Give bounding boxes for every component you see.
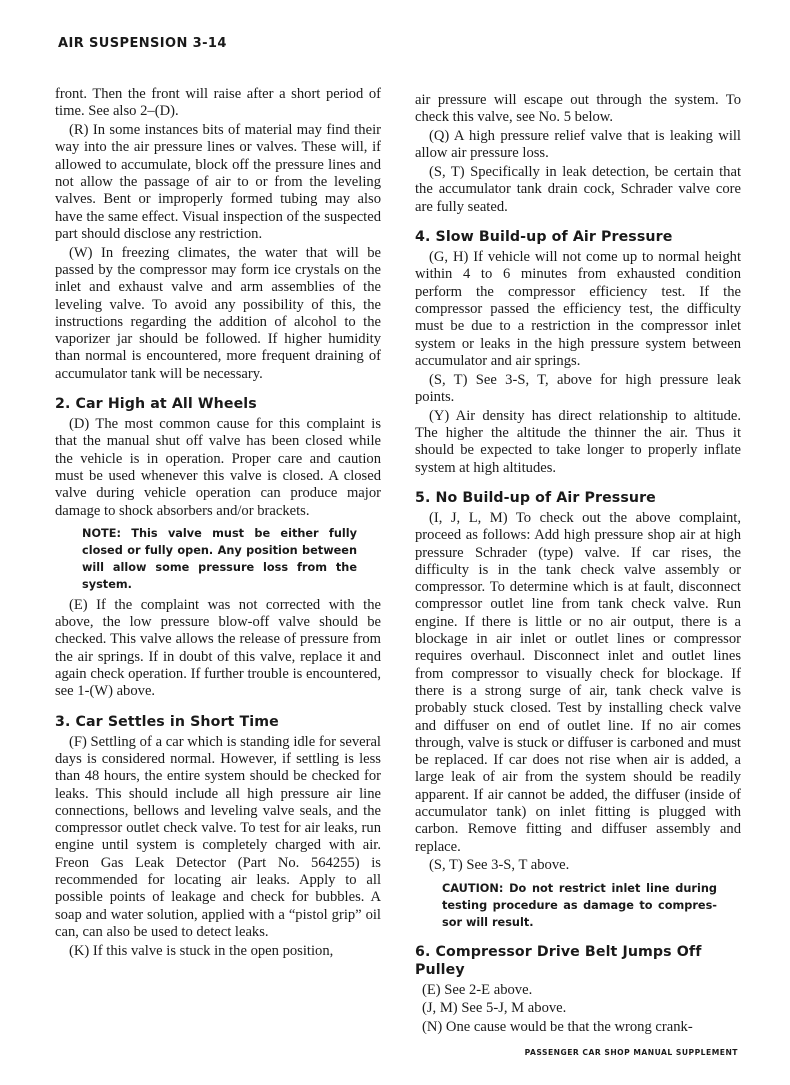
paragraph-s-t: (S, T) See 3-S, T above. [429, 857, 570, 874]
page-footer: PASSENGER CAR SHOP MANUAL SUPPLEMENT [524, 1048, 738, 1057]
paragraph-i-j-l-m: (I, J, L, M) To check out the above complaint, proceed as follows: Add high pressure shop air at high pressure Schrader (type) valve. If car rises, the difficulty is in the tank check valve assembly or compressor. To determine which is at fault, disconnect compressor outlet line from tank check valve. Run engine. If there is little or no air output, there is a blockage in air inlet or outlet lines or compressor requires overhaul. Disconnect inlet and outlet lines from compressor to visually check for blockage. If there is a strong surge of air, tank check valve is probably stuck closed. Test by installing check valve and diffuser on end of outlet line. If no air comes through, valve is stuck or diffuser is carboned and must be replaced. If car does not rise when air is added, a large leak of air from the system should be readily apparent. If air cannot be added, the diffuser (inside of accumulator tank) on inlet fitting is plugged with carbon. Remove fitting and diffuser assembly and replace. [415, 509, 741, 855]
paragraph-e: (E) See 2-E above. [422, 981, 533, 998]
paragraph-e: (E) If the complaint was not corrected with the above, the low pressure blow-off valve should be checked. This valve allows the release of pressure from the air springs. If in doubt of this valve, replace it and again check operation. If further trouble is encountered, see 1-(W) above. [55, 596, 381, 700]
section-heading-4: 4. Slow Build-up of Air Pressure [415, 229, 673, 246]
section-heading-3: 3. Car Settles in Short Time [55, 713, 279, 730]
paragraph-g-h: (G, H) If vehicle will not come up to normal height within 4 to 6 minutes from exhausted condition perform the compressor efficiency test. If the compressor passed the efficiency test, the difficulty must be due to a restriction in the compressor inlet system or leaks in the high pressure system between accumulator and air springs. [415, 249, 741, 369]
paragraph-d: (D) The most common cause for this complaint is that the manual shut off valve has been closed while the vehicle is in operation. Proper care and caution must be used whenever this valve is closed. A closed valve during vehicle operation can produce major damage to shock absorbers and/or brackets. [55, 416, 381, 519]
paragraph-continued: air pressure will escape out through the system. To check this valve, see No. 5 below. [415, 92, 741, 126]
section-heading-6: 6. Compressor Drive Belt Jumps Off Pulley [415, 943, 702, 978]
paragraph-w: (W) In freezing climates, the water that will be passed by the compressor may form ice crystals on the inlet and exhaust valve and arm assemblies of the leveling valve. To avoid any possibility of this, the instructions regarding the addition of alcohol to the vaporizer jar should be followed. If higher humidity than normal is encountered, more frequent draining of accumulator tank will be necessary. [55, 244, 381, 382]
caution-callout: CAUTION: Do not restrict inlet line during testing procedure as damage to compressor will result. [442, 881, 717, 929]
section-heading-2: 2. Car High at All Wheels [55, 396, 257, 413]
paragraph-s-t: (S, T) See 3-S, T, above for high pressure leak points. [415, 371, 741, 405]
page-header: AIR SUSPENSION 3-14 [58, 36, 227, 51]
right-column [415, 92, 741, 1038]
paragraph-s-t: (S, T) Specifically in leak detection, be certain that the accumulator tank drain cock, Schrader valve core are fully seated. [415, 164, 741, 215]
section-heading-5: 5. No Build-up of Air Pressure [415, 489, 656, 506]
paragraph-q: (Q) A high pressure relief valve that is leaking will allow air pressure loss. [415, 128, 741, 162]
note-callout: NOTE: This valve must be either fully closed or fully open. Any position between will allow some pressure loss from the system. [82, 526, 357, 591]
paragraph-r: (R) In some instances bits of material may find their way into the air pressure lines or valves. These will, if allowed to accumulate, block off the pressure lines and not allow the passage of air to or from the leveling valves. Bent or improperly formed tubing may also have the same effect. Visual inspection of the suspected part should disclose any restriction. [55, 122, 381, 242]
paragraph-k: (K) If this valve is stuck in the open position, [69, 942, 334, 959]
paragraph-y: (Y) Air density has direct relationship to altitude. The higher the altitude the thinner the air. Thus it should be expected to take longer to properly inflate system at high altitudes. [415, 407, 741, 476]
left-column [55, 86, 381, 961]
paragraph-n: (N) One cause would be that the wrong crank- [422, 1019, 693, 1036]
paragraph-continued: front. Then the front will raise after a short period of time. See also 2–(D). [55, 86, 381, 120]
paragraph-f: (F) Settling of a car which is standing idle for several days is considered normal. However, if settling is less than 48 hours, the entire system should be checked for leaks. This should include all high pressure air line connections, bellows and leveling valve seals, and the compressor outlet check valve. To test for air leaks, run engine until system is completely charged with air. Freon Gas Leak Detector (Part No. 564255) is recommended for locating air leaks. Apply to all possible points of leakage and check for bubbles. A soap and water solution, applied with a “pistol grip” oil can, can also be used to detect leaks. [55, 733, 381, 940]
paragraph-j-m: (J, M) See 5-J, M above. [422, 1000, 567, 1017]
